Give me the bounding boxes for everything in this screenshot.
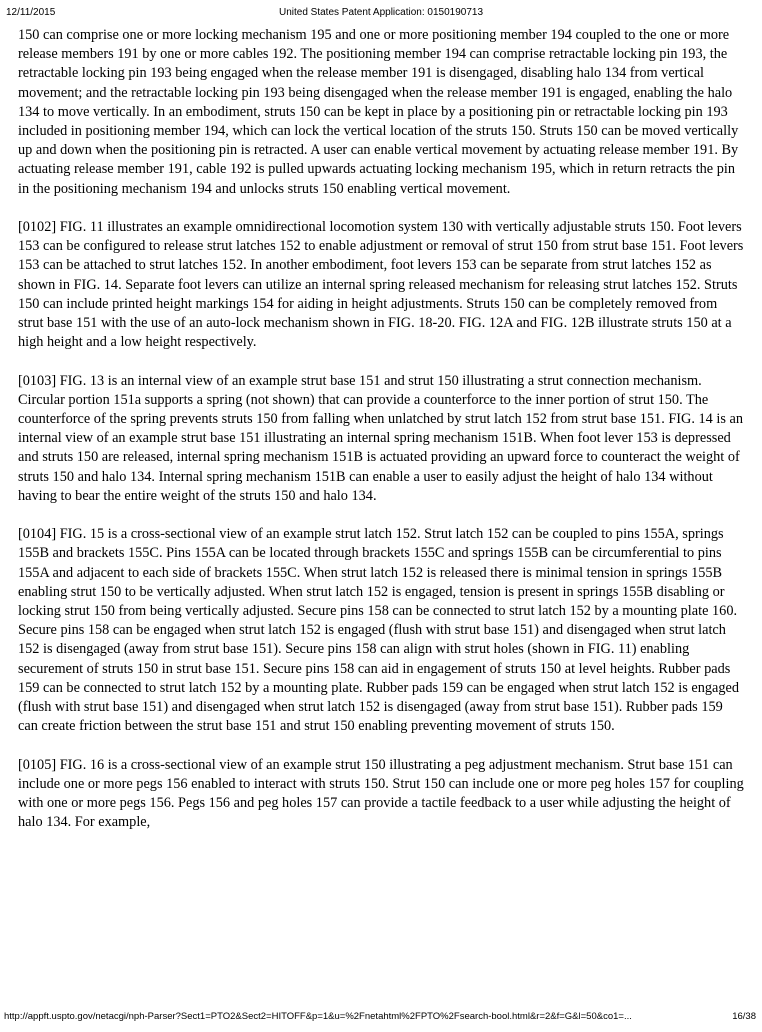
document-body <box>18 26 744 852</box>
paragraph-0104: [0104] FIG. 15 is a cross-sectional view of an example strut latch 152. Strut latch 152 can be coupled to pins 155A, springs 155B and brackets 155C. Pins 155A can be located through brackets 155C and springs 155B can be circumferential to pins 155A and adjacent to each side of brackets 155C. When strut latch 152 is released there is minimal tension in springs 155B enabling strut 150 to be vertically adjusted. When strut latch 152 is engaged, tension is present in springs 155B disabling or locking strut 150 from being vertically adjusted. Secure pins 158 can be connected to strut latch 152 by a mounting plate 160. Secure pins 158 can be engaged when strut latch 152 is engaged (flush with strut base 151) and disengaged when strut latch 152 is disengaged (away from strut base 151). Secure pins 158 can align with strut holes (shown in FIG. 11) enabling securement of struts 150 in strut base 151. Secure pins 158 can aid in engagement of struts 150 at level heights. Rubber pads 159 can be connected to strut latch 152 by a mounting plate. Rubber pads 159 can be engaged when strut latch 152 is engaged (flush with strut base 151) and disengaged when strut latch 152 is disengaged (away from strut base 151). Rubber pads 159 can create friction between the strut base 151 and strut 150 enabling preventing movement of struts 150. <box>18 526 739 735</box>
header-title: United States Patent Application: 0150190713 <box>278 7 484 18</box>
footer-url: http://appft.uspto.gov/netacgi/nph-Parser?Sect1=PTO2&Sect2=HITOFF&p=1&u=%2Fnetahtml%2FPTO%2Fsearch-bool.html&r=2&f=G&l=50&co1=... <box>4 1011 632 1022</box>
paragraph-0103: [0103] FIG. 13 is an internal view of an example strut base 151 and strut 150 illustrating a strut connection mechanism. Circular portion 151a supports a spring (not shown) that can provide a counterforce to the inner portion of strut 150. The counterforce of the spring prevents struts 150 from falling when unlatched by strut latch 152 from strut base 151. FIG. 14 is an internal view of an example strut base 151 illustrating an internal spring mechanism 151B. When foot lever 153 is depressed and struts 150 are released, internal spring mechanism 151B is actuated providing an upward force to counteract the weight of struts 150 and halo 134. Internal spring mechanism 151B can enable a user to easily adjust the height of halo 134 without having to bear the entire weight of the struts 150 and halo 134. <box>18 372 744 504</box>
page-footer <box>4 1010 756 1024</box>
page-header <box>6 6 756 20</box>
paragraph-continued: 150 can comprise one or more locking mechanism 195 and one or more positioning member 194 coupled to the one or more release members 191 by one or more cables 192. The positioning member 194 can comprise retractable locking pin 193, the retractable locking pin 193 being engaged when the release member 191 is disengaged, disabling halo 134 from vertical movement; and the retractable locking pin 193 being disengaged when the release member 191 is engaged, enabling the halo 134 to move vertically. In an embodiment, struts 150 can be kept in place by a positioning pin or retractable locking pin 193 included in positioning member 194, which can lock the vertical location of the struts 150. Struts 150 can be moved vertically up and down when the positioning pin is retracted. A user can enable vertical movement by actuating release member 191. By actuating release member 191, cable 192 is pulled upwards actuating locking mechanism 195, which in return retracts the pin in the positioning mechanism 194 and unlocks struts 150 enabling vertical movement. <box>18 27 739 197</box>
paragraph-0102: [0102] FIG. 11 illustrates an example omnidirectional locomotion system 130 with vertically adjustable struts 150. Foot levers 153 can be configured to release strut latches 152 to enable adjustment or removal of strut 150 from strut base 151. Foot levers 153 can be attached to strut latches 152. In another embodiment, foot levers 153 can be separate from strut latches 152 as shown in FIG. 14. Separate foot levers can utilize an internal spring released mechanism for releasing strut latches 152. Struts 150 can include printed height markings 154 for aiding in height adjustments. Struts 150 can be completely removed from strut base 151 with the use of an auto-lock mechanism shown in FIG. 18-20. FIG. 12A and FIG. 12B illustrate struts 150 at a high height and a low height respectively. <box>18 219 744 351</box>
header-date: 12/11/2015 <box>6 7 56 18</box>
footer-page-number: 16/38 <box>732 1011 756 1022</box>
paragraph-0105: [0105] FIG. 16 is a cross-sectional view of an example strut 150 illustrating a peg adjustment mechanism. Strut base 151 can include one or more pegs 156 enabled to interact with struts 150. Strut 150 can include one or more peg holes 157 for coupling with one or more pegs 156. Pegs 156 and peg holes 157 can provide a tactile feedback to a user while adjusting the height of halo 134. For example, <box>18 756 744 831</box>
